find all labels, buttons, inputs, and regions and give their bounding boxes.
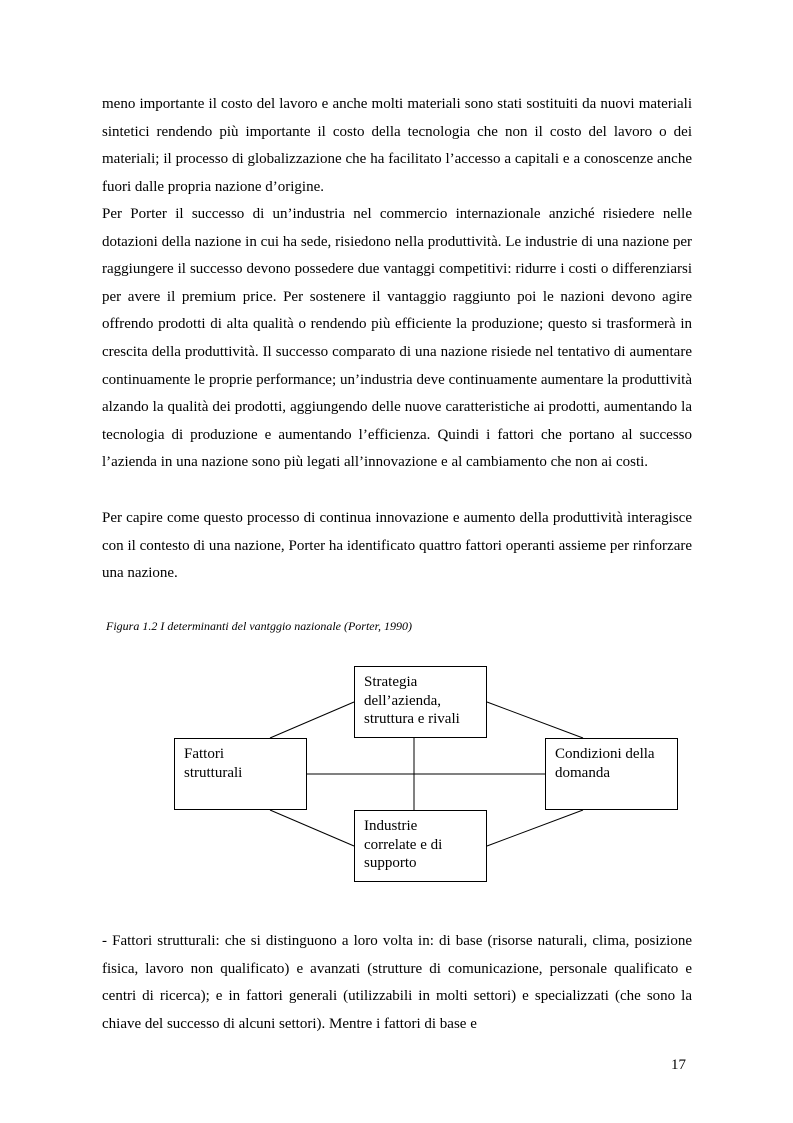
connector-left-top [270, 702, 354, 738]
figure-caption: Figura 1.2 I determinanti del vantggio nazionale (Porter, 1990) [106, 619, 412, 633]
box-related-supporting-industries: Industrie correlate e di supporto [354, 810, 487, 882]
box-strategy-structure-rivalry: Strategia dell’azienda, struttura e rivali [354, 666, 487, 738]
box-factor-conditions: Fattori strutturali [174, 738, 307, 810]
body-paragraph-2: Per Porter il successo di un’industria nel commercio internazionale anziché risiedere nelle dotazioni della nazione in cui ha sede, risiedono nella produttività. Le industrie di una nazione per raggiungere il successo devono possedere due vantaggi competitivi: ridurre i costi o differenziarsi per avere il premium price. Per sostenere il vantaggio raggiunto poi le nazioni devono agire offrendo prodotti di alta qualità o rendendo più efficiente la produzione; questo si trasformerà in crescita della produttività. Il successo comparato di una nazione risiede nel tentativo di aumentare continuamente le proprie performance; un’industria deve continuamente aumentare la produttività alzando la qualità dei prodotti, aggiungendo delle nuove caratteristiche ai prodotti, aumentando la tecnologia di produzione e aumentando l’efficienza. Quindi i fattori che portano al successo l’azienda in una nazione sono più legati all’innovazione e al cambiamento che non ai costi. [102, 206, 692, 471]
connector-left-bottom [270, 810, 354, 846]
body-paragraph-3: Per capire come questo processo di continua innovazione e aumento della produttività interagisce con il contesto di una nazione, Porter ha identificato quattro fattori operanti assieme per rinforzare una nazione. [102, 510, 692, 582]
body-paragraph-1: meno importante il costo del lavoro e anche molti materiali sono stati sostituiti da nuovi materiali sintetici rendendo più importante il costo della tecnologia che non il costo del lavoro o dei materiali; il processo di globalizzazione che ha facilitato l’accesso a capitali e a conoscenze anche fuori dalle propria nazione d’origine. [102, 96, 692, 195]
connector-bottom-right [487, 810, 583, 846]
body-paragraph-4: - Fattori strutturali: che si distinguono a loro volta in: di base (risorse naturali, clima, posizione fisica, lavoro non qualificato) e avanzati (strutture di comunicazione, personale qualificato e centri di ricerca); e in fattori generali (utilizzabili in molti settori) e specializzati (che sono la chiave del successo di alcuni settori). Mentre i fattori di base e [102, 933, 692, 1032]
page-number: 17 [671, 1057, 686, 1073]
connector-top-right [487, 702, 583, 738]
box-demand-conditions: Condizioni della domanda [545, 738, 678, 810]
